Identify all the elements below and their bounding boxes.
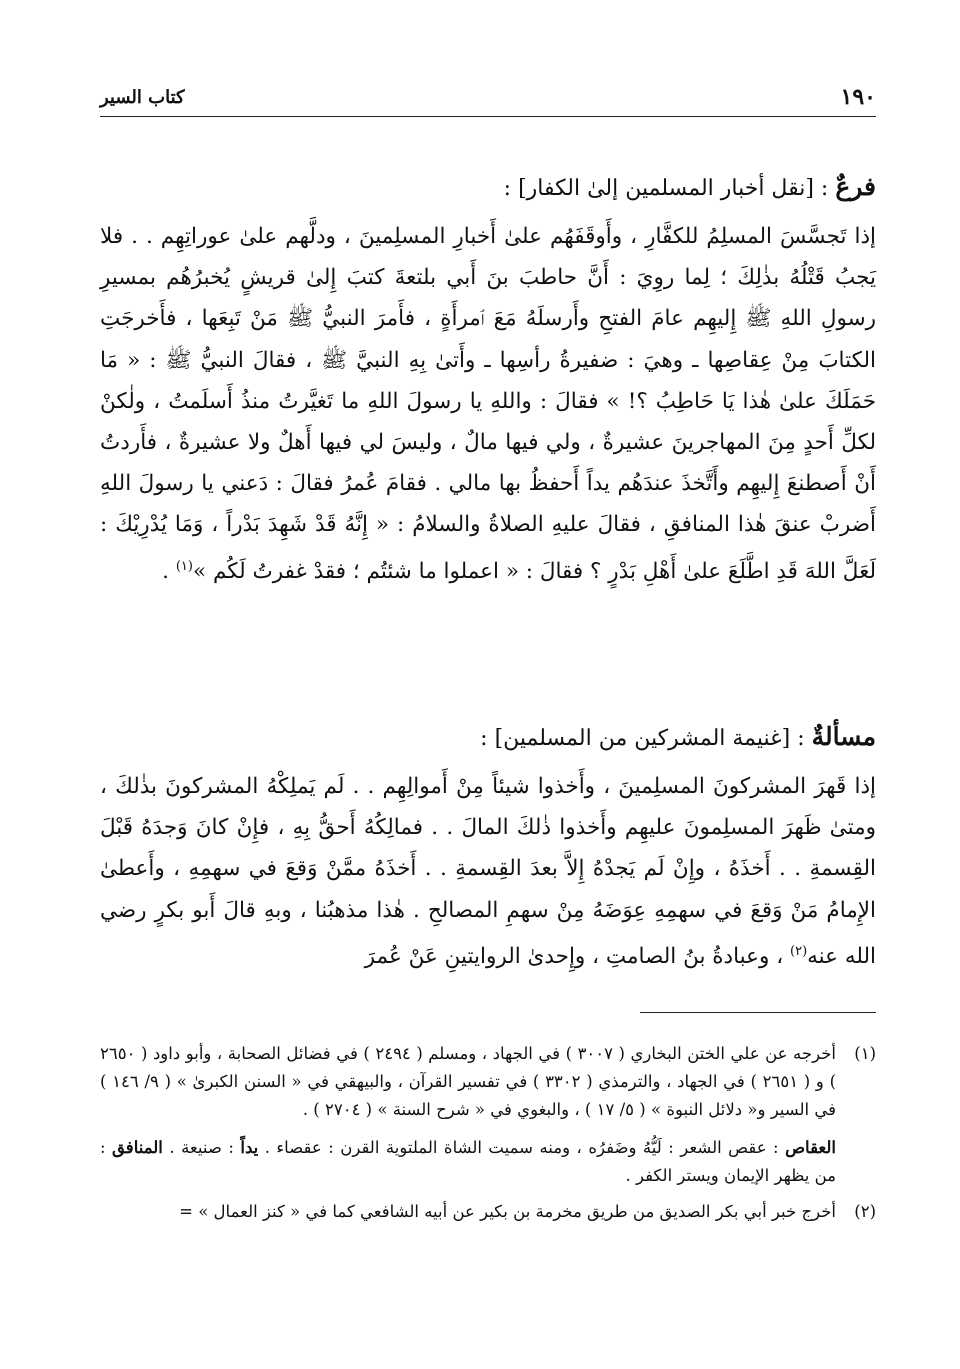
heading-keyword: فرعٌ [835, 172, 876, 201]
footnote-number: (٢) [854, 1202, 876, 1221]
section-issue [100, 722, 876, 977]
gloss-definition: : من يظهر الإيمان ويستر الكفر . [100, 1138, 836, 1185]
page-number: ١٩٠ [840, 84, 876, 110]
gloss-term: يداً [240, 1138, 259, 1157]
section-body [100, 216, 876, 592]
heading-keyword: مسألةٌ [811, 722, 876, 751]
page-header [100, 82, 876, 117]
body-text: إذا قَهرَ المشركونَ المسلِمينَ ، وأَخذوا شيئاً مِنْ أَموالِهِم . . لَم يَملِكْهُ المشركونَ بذٰلكَ ، ومتىٰ ظَهرَ المسلِمونَ عليهِم وأَخذوا ذٰلكَ المالَ . . فمالِكُهُ أَحقُّ بِهِ ، فإِنْ كانَ وَجدَهُ قَبْلَ القِسمةِ . . أَخذَهُ ، وإِنْ لَم يَجدْهُ إِلاَّ بعدَ القِسمةِ . . أَخذَهُ ممَّنْ وَقعَ في سهمِهِ ، وأَعطىٰ الإِمامُ مَنْ وَقعَ في سهمِهِ عِوَضَهُ مِنْ سهمِ المصالحِ . هٰذا مذهبُنا ، وبهِ قالَ أَبو بكرٍ رضي الله عنه [100, 774, 876, 969]
gloss-term: المنافق [112, 1138, 163, 1157]
body-text: إذا تَجسَّسَ المسلِمُ للكفَّارِ ، وأَوقَفَهُم علىٰ أَخبارِ المسلِمينَ ، ودلَّهم علىٰ عوراتِهِم . . فلا يَجبُ قَتْلُهُ بذٰلِكَ ؛ لِما روِيَ : أَنَّ حاطبَ بنَ أَبي بلتعةَ كتبَ إِلىٰ قريشٍ يُخبرُهُم بمسيرِ رسولِ اللهِ ﷺ إِليهِم عامَ الفتحِ وأَرسلَهُ مَعَ ٱمرأَةٍ ، فأَمرَ النبيُّ ﷺ مَنْ تَبِعَها ، فأَخرجَتِ الكتابَ مِنْ عِقاصِها ـ وهيَ : ضفيرةُ رأسِها ـ وأَتىٰ بِهِ النبيَّ ﷺ ، فقالَ النبيُّ ﷺ : « مَا حَمَلَكَ علىٰ هٰذا يَا حَاطِبُ ؟! » فقالَ : واللهِ يا رسولَ اللهِ ما تَغيَّرتُ منذُ أَسلَمتُ ، ولٰكنْ لكلِّ أَحدٍ مِنَ المهاجرينَ عشيرةٌ ، ولي فيها مالٌ ، وليسَ لي فيها أَهلٌ ولا عشيرةٌ ، فأَردتُ أَنْ أَصطنعَ إِليهِم وأَتَّخذَ عندَهُم يداً أَحفظُ بها مالي . فقامَ عُمرُ فقالَ : دَعني يا رسولَ اللهِ أَضربْ عنقَ هٰذا المنافقِ ، فقالَ عليهِ الصلاةُ والسلامُ : « إِنَّهُ قَدْ شَهِدَ بَدْراً ، وَمَا يُدْرِيْكَ : لَعَلَّ اللهَ قَدِ اطَّلَعَ علىٰ أَهْلِ بَدْرٍ ؟ فقالَ : « اعملوا ما شئتُم ؛ فقدْ غفرتُ لَكُم » [100, 224, 876, 584]
footnote-text: أخرج خبر أبي بكر الصديق من طريق مخرمة بن بكير عن أبيه الشافعي كما في « كنز العمال » = [179, 1202, 836, 1221]
footnote-ref[interactable]: (١) [175, 558, 193, 574]
footnote-1 [100, 1040, 876, 1124]
section-heading [100, 722, 876, 754]
heading-subtitle: : [نقل أخبار المسلمين إلىٰ الكفار] : [503, 176, 836, 201]
footnote-2 [100, 1198, 876, 1226]
gloss-definition: : عقص الشعر : لَيُّهُ وضَفرُه ، ومنه سميت الشاة الملتوية القرن : عقصاء . [258, 1138, 786, 1157]
section-body [100, 766, 876, 977]
book-page [100, 0, 876, 1369]
body-text-end: . [162, 558, 176, 584]
glossary-note [100, 1134, 836, 1190]
body-text-end: ، وعبادةُ بنُ الصامتِ ، وإِحدىٰ الروايتينِ عَنْ عُمرَ [364, 943, 790, 969]
footnote-text: أخرجه عن علي الختن البخاري ( ٣٠٠٧ ) في الجهاد ، ومسلم ( ٢٤٩٤ ) في فضائل الصحابة ، وأبو داود ( ٢٦٥٠ ) و ( ٢٦٥١ ) في الجهاد ، والترمذي ( ٣٣٠٢ ) في تفسير القرآن ، والبيهقي في « السنن الكبرىٰ » ( ٩/ ١٤٦ ) في السير و« دلائل النبوة » ( ٥/ ١٧ ) ، والبغوي في « شرح السنة » ( ٢٧٠٤ ) . [100, 1044, 837, 1119]
footnotes [100, 1040, 876, 1226]
heading-subtitle: : [غنيمة المشركين من المسلمين] : [480, 726, 812, 751]
section-heading [100, 172, 876, 204]
section-branch [100, 172, 876, 592]
footnote-divider [640, 1012, 876, 1013]
gloss-definition: : صنيعة . [162, 1138, 241, 1157]
book-title: كتاب السير [100, 87, 185, 108]
footnote-ref[interactable]: (٢) [790, 943, 808, 959]
gloss-term: العقاص [785, 1138, 837, 1157]
footnote-number: (١) [854, 1044, 876, 1063]
